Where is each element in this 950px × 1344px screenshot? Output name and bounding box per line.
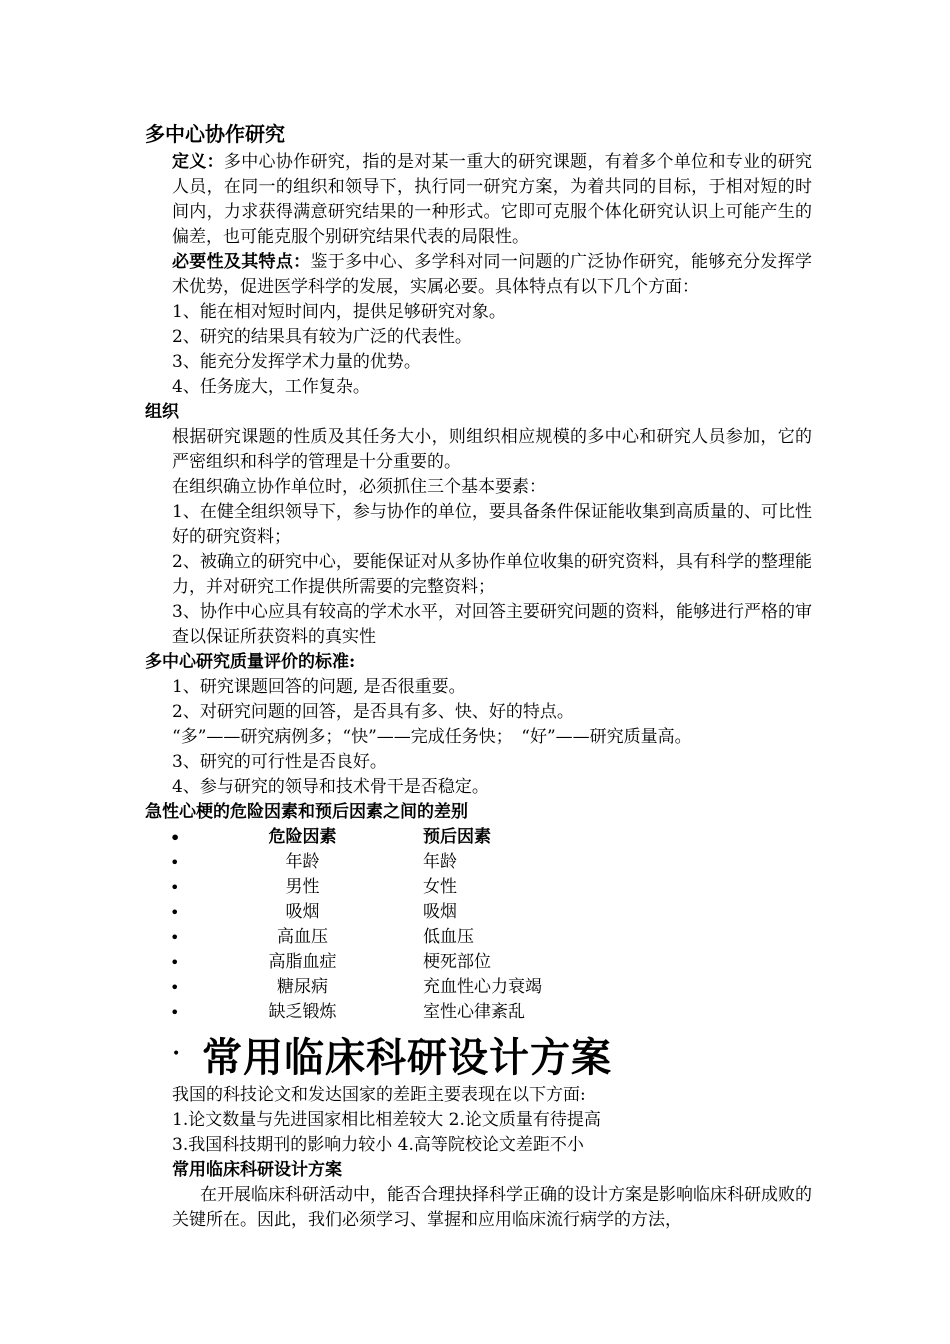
- list-item: 1、在健全组织领导下，参与协作的单位，要具备条件保证能收集到高质量的、可比性好的研究资料；: [172, 502, 812, 547]
- table-cell: 年龄: [423, 852, 457, 872]
- table-cell: 充血性心力衰竭: [423, 977, 542, 997]
- list-item: 4、任务庞大，工作复杂。: [172, 377, 370, 397]
- table-header-cell: 预后因素: [423, 827, 491, 847]
- table-cell: 男性: [285, 877, 320, 897]
- table-cell: 高血压: [277, 927, 328, 947]
- text-line: 我国的科技论文和发达国家的差距主要表现在以下方面:: [172, 1085, 586, 1105]
- table-header-row: [170, 825, 670, 850]
- necessity-label: 必要性及其特点：: [172, 252, 311, 272]
- text-line: 1.论文数量与先进国家相比相差较大 2.论文质量有待提高: [172, 1110, 601, 1130]
- table-row: [170, 975, 670, 1000]
- organization-paragraph: 根据研究课题的性质及其任务大小，则组织相应规模的多中心和研究人员参加，它的严密组织和科学的管理是十分重要的。: [172, 427, 812, 472]
- list-item: 3、能充分发挥学术力量的优势。: [172, 352, 421, 372]
- necessity-paragraph: [172, 250, 812, 300]
- bullet-icon: •: [170, 878, 180, 897]
- table-cell: 室性心律紊乱: [423, 1002, 525, 1022]
- table-row: [170, 950, 670, 975]
- table-row: [170, 1000, 670, 1025]
- table-header-cell: 危险因素: [268, 827, 337, 847]
- subsection-title: 常用临床科研设计方案: [172, 1160, 342, 1180]
- table-cell: 吸烟: [285, 902, 320, 922]
- list-item: 2、被确立的研究中心，要能保证对从多协作单位收集的研究资料，具有科学的整理能力，并对研究工作提供所需要的完整资料；: [172, 552, 812, 597]
- table-cell: 吸烟: [423, 902, 457, 922]
- bullet-icon: •: [170, 1003, 180, 1022]
- section-title-risk-factors: 急性心梗的危险因素和预后因素之间的差别: [145, 802, 468, 822]
- list-item: 2、对研究问题的回答，是否具有多、快、好的特点。: [172, 702, 574, 722]
- big-title: 常用临床科研设计方案: [202, 1033, 612, 1081]
- list-item: “多”——研究病例多；“快”——完成任务快； “好”——研究质量高。: [172, 727, 692, 747]
- section-title-multicenter: 多中心协作研究: [145, 122, 285, 146]
- table-cell: 低血压: [423, 927, 474, 947]
- table-row: [170, 875, 670, 900]
- necessity-text: 鉴于多中心、多学科对同一问题的广泛协作研究，能够充分发挥学术优势，促进医学科学的发展，实属必要。具体特点有以下几个方面：: [172, 252, 813, 297]
- section-title-organization: 组织: [145, 402, 179, 422]
- list-item: 3、研究的可行性是否良好。: [172, 752, 387, 772]
- list-item: 1、研究课题回答的问题, 是否很重要。: [172, 677, 466, 697]
- design-paragraph: 在开展临床科研活动中，能否合理抉择科学正确的设计方案是影响临床科研成败的关键所在。因此，我们必须学习、掌握和应用临床流行病学的方法，: [172, 1185, 812, 1230]
- bullet-icon: •: [172, 1046, 181, 1062]
- table-cell: 高脂血症: [268, 952, 337, 972]
- list-item: 1、能在相对短时间内，提供足够研究对象。: [172, 302, 506, 322]
- table-cell: 女性: [423, 877, 457, 897]
- definition-paragraph: [172, 150, 812, 250]
- organization-paragraph: 在组织确立协作单位时，必须抓住三个基本要素：: [172, 477, 546, 497]
- slide-heading: [172, 1025, 950, 1083]
- bullet-icon: •: [170, 903, 180, 922]
- table-cell: 缺乏锻炼: [268, 1002, 337, 1022]
- bullet-icon: •: [170, 928, 180, 947]
- bullet-icon: •: [170, 978, 180, 997]
- table-row: [170, 900, 670, 925]
- section-title-quality-criteria: 多中心研究质量评价的标准:: [145, 652, 356, 672]
- list-item: 2、研究的结果具有较为广泛的代表性。: [172, 327, 472, 347]
- table-cell: 年龄: [285, 852, 320, 872]
- risk-prognosis-table: [170, 825, 670, 1025]
- bullet-icon: •: [170, 828, 181, 847]
- table-row: [170, 925, 670, 950]
- bullet-icon: •: [170, 953, 180, 972]
- document-content: [0, 118, 950, 1233]
- definition-text: 多中心协作研究，指的是对某一重大的研究课题，有着多个单位和专业的研究人员，在同一的组织和领导下，执行同一研究方案，为着共同的目标，于相对短的时间内，力求获得满意研究结果的一种形式。它即可克服个体化研究认识上可能产生的偏差，也可能克服个别研究结果代表的局限性。: [172, 152, 813, 247]
- table-cell: 糖尿病: [277, 977, 328, 997]
- table-cell: 梗死部位: [423, 952, 491, 972]
- definition-label: 定义：: [172, 152, 224, 172]
- list-item: 4、参与研究的领导和技术骨干是否稳定。: [172, 777, 489, 797]
- text-line: 3.我国科技期刊的影响力较小 4.高等院校论文差距不小: [172, 1135, 584, 1155]
- table-row: [170, 850, 670, 875]
- list-item: 3、协作中心应具有较高的学术水平，对回答主要研究问题的资料，能够进行严格的审查以保证所获资料的真实性: [172, 602, 812, 647]
- bullet-icon: •: [170, 853, 180, 872]
